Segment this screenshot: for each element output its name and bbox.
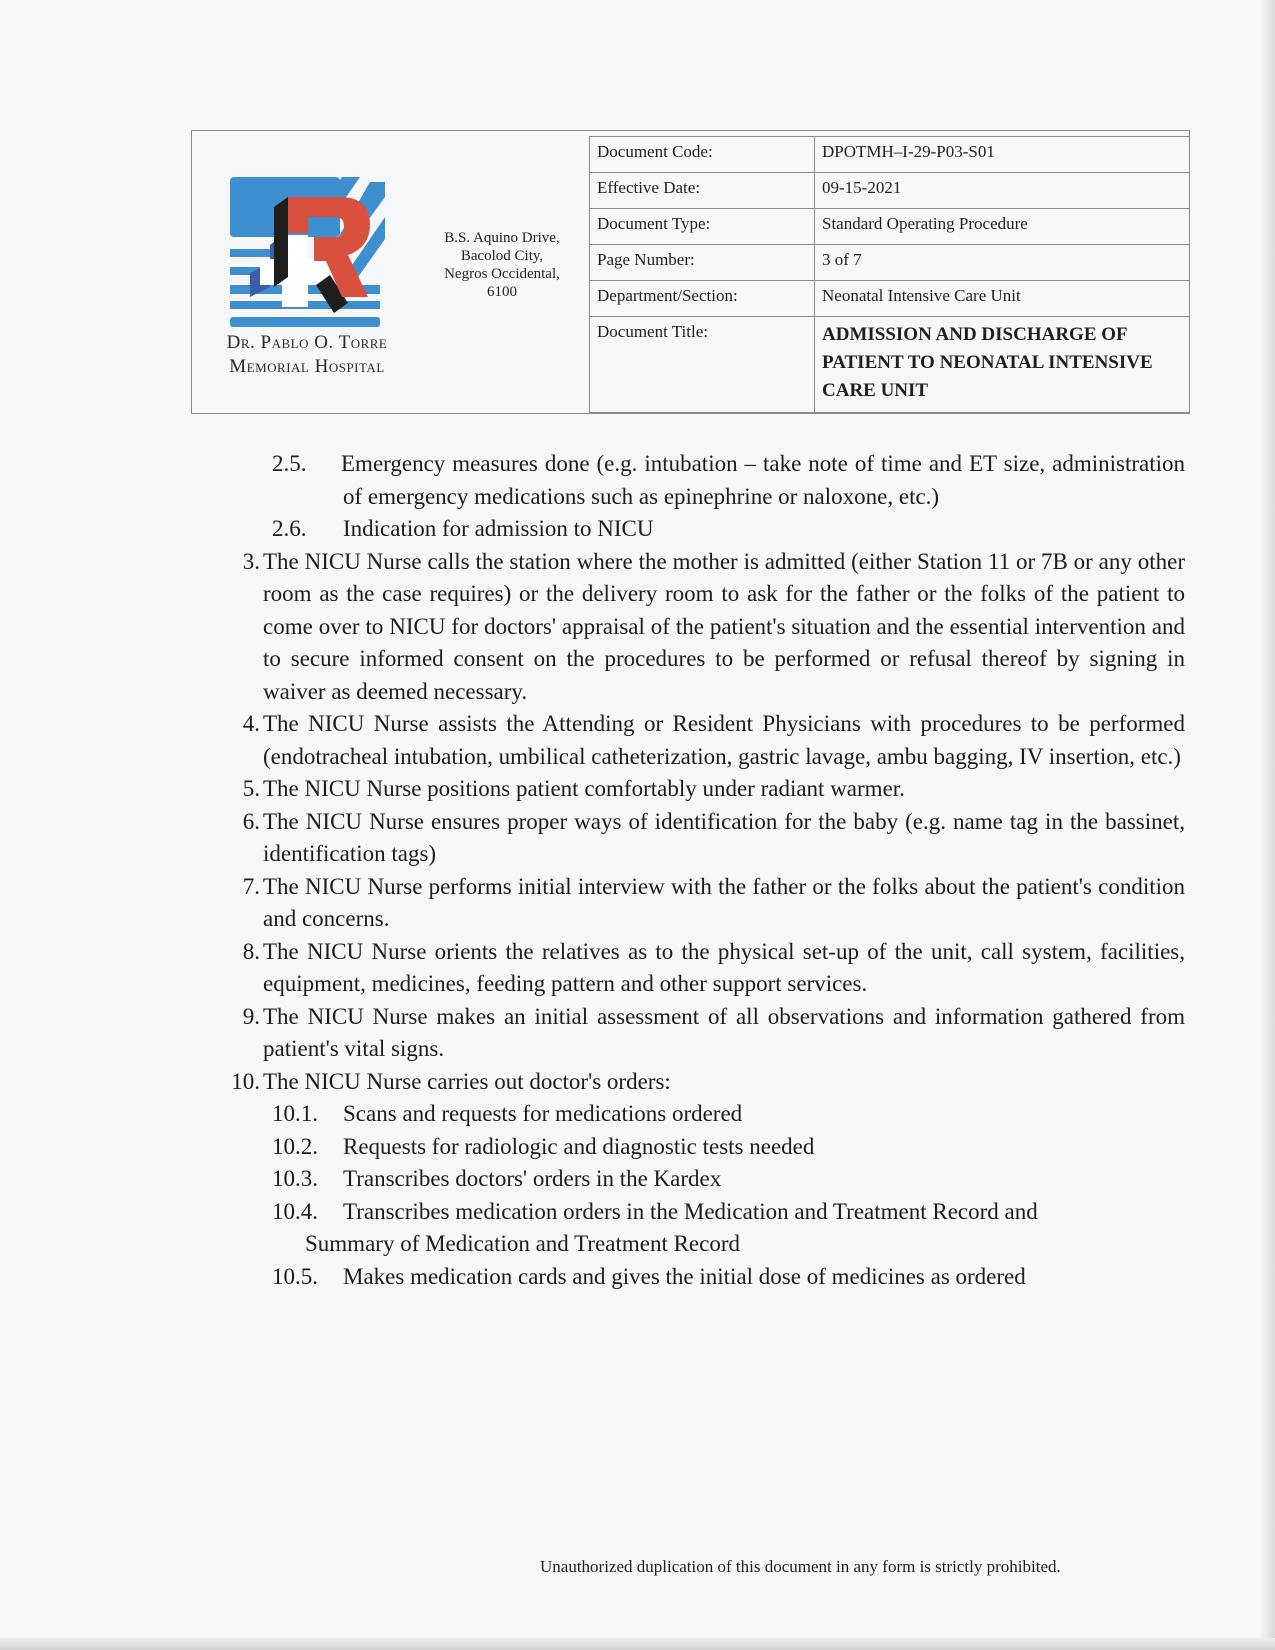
item-number: 10.5. [272, 1263, 318, 1289]
page-edge-shadow [1261, 0, 1275, 1650]
item-text: Emergency measures done (e.g. intubation – take note of time and ET size, administration of emergency medications such as epinephrine or naloxone, etc.) [341, 451, 1185, 509]
sub-item-10-4 [272, 1196, 1185, 1261]
item-text: The NICU Nurse assists the Attending or Resident Physicians with procedures to be performed (endotracheal intubation, umbilical catheterization, gastric lavage, ambu bagging, IV insertion, etc.) [263, 711, 1185, 769]
address-line: Bacolod City, [460, 248, 544, 264]
sub-item-2-5 [272, 448, 1185, 513]
item-number: 10.2. [272, 1133, 318, 1159]
sub-item-10-5 [272, 1261, 1185, 1294]
hospital-name [192, 331, 422, 379]
info-row-department [590, 281, 1190, 317]
item-number: 4. [242, 711, 260, 736]
list-item-8 [220, 936, 1185, 1001]
item-text-continuation: Summary of Medication and Treatment Record [305, 1231, 741, 1256]
field-label: Effective Date: [590, 173, 815, 209]
item-number: 6. [242, 808, 260, 834]
list-item-9 [220, 1001, 1185, 1066]
sub-item-2-6 [272, 513, 1185, 546]
item-text: Transcribes doctors' orders in the Kardex [343, 1166, 722, 1191]
address-line: Negros Occidental, [444, 266, 560, 282]
item-text: Indication for admission to NICU [343, 516, 654, 541]
field-label: Document Type: [590, 209, 815, 245]
effective-date-value: 09-15-2021 [815, 173, 1190, 209]
document-title-value: ADMISSION AND DISCHARGE OF PATIENT TO NEONATAL INTENSIVE CARE UNIT [815, 317, 1190, 413]
sub-item-10-3 [272, 1163, 1185, 1196]
item-number: 7. [242, 873, 260, 899]
document-header [191, 130, 1190, 414]
item-number: 2.5. [272, 451, 307, 476]
document-info-table [589, 136, 1190, 413]
item-number: 10.1. [272, 1101, 318, 1126]
info-row-document-title [590, 317, 1190, 413]
list-item-6 [220, 806, 1185, 871]
info-row-effective-date [590, 173, 1190, 209]
item-text: The NICU Nurse orients the relatives as to the physical set-up of the unit, call system, facilities, equipment, medicines, feeding pattern and other support services. [263, 938, 1185, 996]
footer-notice: Unauthorized duplication of this document in any form is strictly prohibited. [540, 1557, 1061, 1576]
info-row-page-number [590, 245, 1190, 281]
sub-item-10-2 [272, 1131, 1185, 1164]
item-number: 5. [242, 776, 260, 801]
hospital-address [422, 229, 582, 301]
logo-cell [192, 131, 422, 413]
document-type-value: Standard Operating Procedure [815, 209, 1190, 245]
department-value: Neonatal Intensive Care Unit [815, 281, 1190, 317]
list-item-7 [220, 871, 1185, 936]
item-text: Transcribes medication orders in the Medication and Treatment Record and [343, 1198, 1038, 1224]
field-label: Department/Section: [590, 281, 815, 317]
item-number: 3. [242, 548, 260, 574]
info-row-document-code [590, 137, 1190, 173]
list-item-10 [220, 1066, 1185, 1099]
field-label: Page Number: [590, 245, 815, 281]
item-text: Requests for radiologic and diagnostic tests needed [343, 1133, 815, 1159]
item-text: Makes medication cards and gives the initial dose of medicines as ordered [343, 1263, 1026, 1289]
item-text: The NICU Nurse performs initial interview with the father or the folks about the patient's condition and concerns. [263, 873, 1185, 931]
field-label: Document Code: [590, 137, 815, 173]
info-row-document-type [590, 209, 1190, 245]
address-line: 6100 [487, 284, 517, 300]
sub-item-10-1 [272, 1098, 1185, 1131]
hospital-name-line2: Memorial Hospital [229, 356, 385, 377]
list-item-5 [220, 773, 1185, 806]
item-number: 2.6. [272, 516, 307, 541]
item-text: The NICU Nurse positions patient comfortably under radiant warmer. [263, 776, 905, 801]
list-item-3 [220, 546, 1185, 709]
list-item-4 [220, 708, 1185, 773]
page-edge-shadow-bottom [0, 1638, 1275, 1650]
item-text: The NICU Nurse ensures proper ways of identification for the baby (e.g. name tag in the bassinet, identification tags) [263, 808, 1185, 866]
page-number-value: 3 of 7 [815, 245, 1190, 281]
hospital-name-line1: Dr. Pablo O. Torre [226, 332, 388, 353]
item-number: 8. [242, 938, 260, 964]
item-number: 10.3. [272, 1166, 318, 1191]
item-text: The NICU Nurse makes an initial assessment of all observations and information gathered from patient's vital signs. [263, 1003, 1185, 1061]
field-label: Document Title: [590, 317, 815, 413]
item-text: Scans and requests for medications ordered [343, 1101, 743, 1126]
item-number: 10. [231, 1068, 260, 1094]
item-text: The NICU Nurse calls the station where the mother is admitted (either Station 11 or 7B or any other room as the case requires) or the delivery room to ask for the father or the folks of the patient to come over to NICU for doctors' appraisal of the patient's situation and the essential intervention and to secure informed consent on the procedures to be performed or refusal thereof by signing in waiver as deemed necessary. [263, 548, 1185, 704]
item-number: 9. [242, 1003, 260, 1029]
item-number: 10.4. [272, 1198, 318, 1224]
document-code-value: DPOTMH–I-29-P03-S01 [815, 137, 1190, 173]
item-text: The NICU Nurse carries out doctor's orders: [263, 1068, 671, 1094]
hospital-logo-r-cross-icon [230, 177, 385, 327]
procedure-body [220, 448, 1185, 1293]
address-line: B.S. Aquino Drive, [444, 230, 560, 246]
